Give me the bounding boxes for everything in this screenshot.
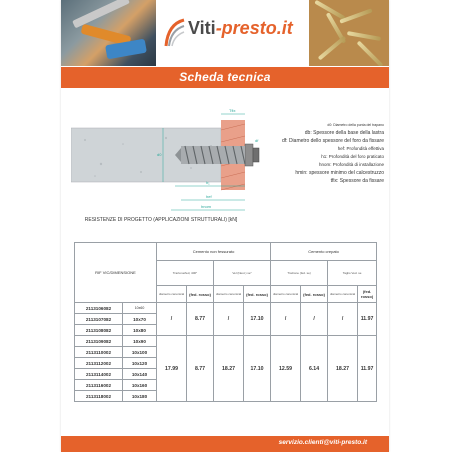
table-row: 2113116002 10x160 xyxy=(75,380,377,391)
table-row: 2113110002 10x100 xyxy=(75,347,377,358)
table-row: 2113107082 10x70 xyxy=(75,314,377,325)
table-row: 2113106082 10x60 / 8.77 / 17.10 / / / 11.97 xyxy=(75,303,377,314)
header-photo-tools xyxy=(61,0,156,66)
df-label: df xyxy=(255,138,259,143)
page-title: Scheda tecnica xyxy=(179,70,271,84)
header-photo-screws xyxy=(309,0,389,66)
table-row: 2113108082 10x80 xyxy=(75,325,377,336)
resistance-table: RIF VIC/DIMENSIONE Cemento non fessurato Cemento crepato Trazione/fed, 400° Vel (Neut.) se° Trazione (fed. se) Taglio Ved. se diametro canonical (fed. rosso) diametro canonical (fed. rosso) diametro canonical (fed. rosso) diametro canonical (fed. rosso) 2113106082 10x60 / 8.77 / 17.10 / / / 11.97 2113107082 10x70 2113108082 10x80 2113109082 10x90 17.99 8.77 18.27 17.10 12.59 6.14 18.27 11.97 2113110002 10x100 2113112002 10x120 2113114002 10x140 2113116002 10x160 2113118002 10x180 xyxy=(74,242,377,402)
tfix-label: Tfix xyxy=(229,108,236,113)
h1-label: h₁ xyxy=(206,180,210,185)
table-caption: RESISTENZE DI PROGETTO (APPLICAZIONI STRUTTURALI) [kN] xyxy=(84,217,238,223)
customer-service-email[interactable]: servizio.clienti@viti-presto.it xyxy=(278,439,367,446)
logo-text: Viti-presto.it xyxy=(188,18,293,38)
table-row: 2113112002 10x120 xyxy=(75,358,377,369)
header xyxy=(61,0,389,66)
table-row: 2113114002 10x140 xyxy=(75,369,377,380)
logo xyxy=(164,14,304,54)
hef-label: hef xyxy=(206,194,212,199)
datasheet-page xyxy=(61,0,389,452)
dimension-legend: d0: Diametro della punta del trapano db: Spessore della base della lastra df: Diametro dello spessore del foro da fissare hef: Profondità effettiva h1: Profondità del foro praticato hnom: Profondità di installazione hmin: spessore minimo del calcestruzzo tfix: Spessore da fissare xyxy=(282,123,384,184)
logo-swoosh-icon xyxy=(164,16,186,50)
table-row: 2113118002 10x180 xyxy=(75,391,377,402)
hnom-label: hnom xyxy=(201,204,212,209)
anchor-diagram xyxy=(71,100,276,218)
title-banner xyxy=(61,67,389,88)
footer xyxy=(61,436,389,452)
d0-label: d0 xyxy=(157,152,162,157)
group-cracked: Cemento crepato xyxy=(271,243,377,261)
ref-header: RIF VIC/DIMENSIONE xyxy=(75,243,157,303)
table-row: 2113109082 10x90 17.99 8.77 18.27 17.10 12.59 6.14 18.27 11.97 xyxy=(75,336,377,347)
group-uncracked: Cemento non fessurato xyxy=(157,243,271,261)
